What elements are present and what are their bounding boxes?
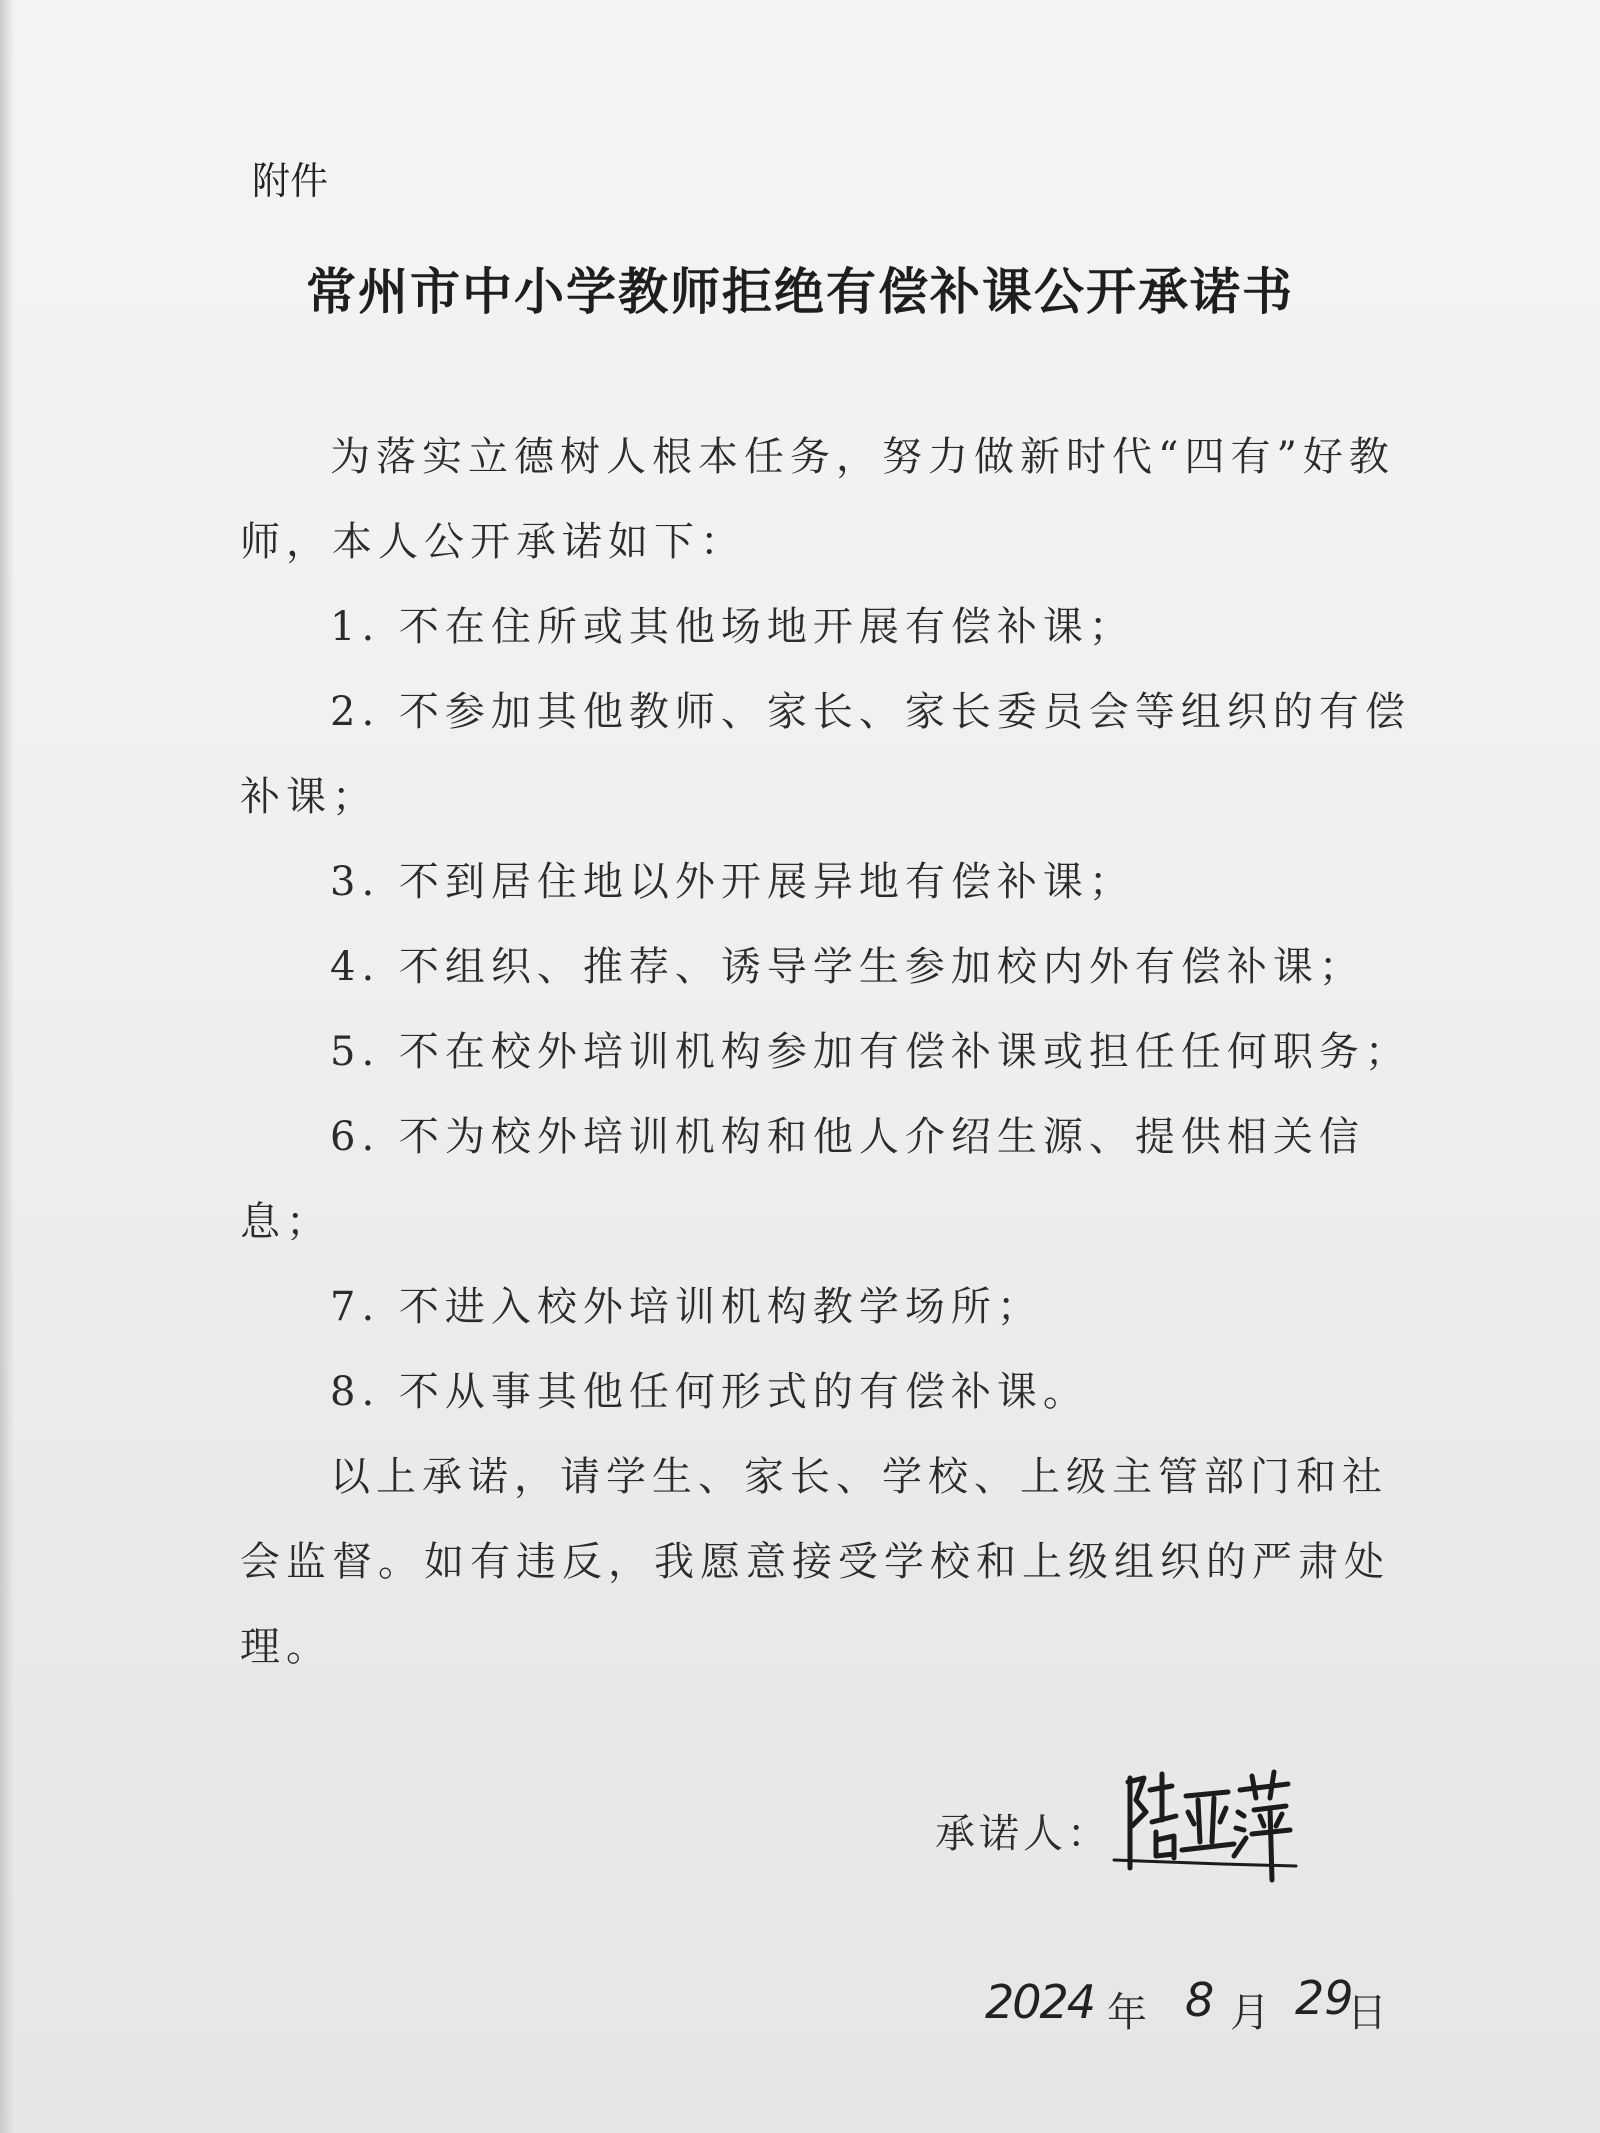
document-title: 常州市中小学教师拒绝有偿补课公开承诺书: [306, 263, 1294, 321]
document-body: [240, 415, 1420, 1690]
list-item: 4. 不组织、推荐、诱导学生参加校内外有偿补课；: [330, 944, 1365, 990]
date-month: 8: [1185, 1973, 1215, 2027]
list-item: 5. 不在校外培训机构参加有偿补课或担任任何职务；: [330, 1029, 1411, 1075]
attachment-label: 附件: [252, 159, 329, 203]
signatory-label: 承诺人：: [935, 1811, 1111, 1857]
handwritten-signature: [1110, 1760, 1300, 1890]
date-day-unit: 日: [1347, 1990, 1387, 2036]
date-year: 2024: [985, 1975, 1095, 2029]
list-item: 3. 不到居住地以外开展异地有偿补课；: [330, 859, 1135, 905]
list-item: 2. 不参加其他教师、家长、家长委员会等组织的有偿补课；: [240, 689, 1411, 820]
list-item: 1. 不在住所或其他场地开展有偿补课；: [330, 604, 1135, 650]
list-item: 8. 不从事其他任何形式的有偿补课。: [330, 1369, 1089, 1415]
date-day: 29: [1295, 1971, 1354, 2025]
signature-block: [930, 1760, 1430, 1890]
list-item: 6. 不为校外培训机构和他人介绍生源、提供相关信息；: [240, 1114, 1365, 1245]
intro-paragraph: 为落实立德树人根本任务，努力做新时代“四有”好教师，本人公开承诺如下：: [240, 434, 1395, 565]
date-year-unit: 年: [1107, 1990, 1147, 2036]
signature-date: [975, 1955, 1405, 2065]
closing-paragraph: 以上承诺，请学生、家长、学校、上级主管部门和社会监督。如有违反，我愿意接受学校和上级组织的严肃处理。: [240, 1454, 1390, 1670]
list-item: 7. 不进入校外培训机构教学场所；: [330, 1284, 1043, 1330]
date-month-unit: 月: [1230, 1990, 1270, 2036]
